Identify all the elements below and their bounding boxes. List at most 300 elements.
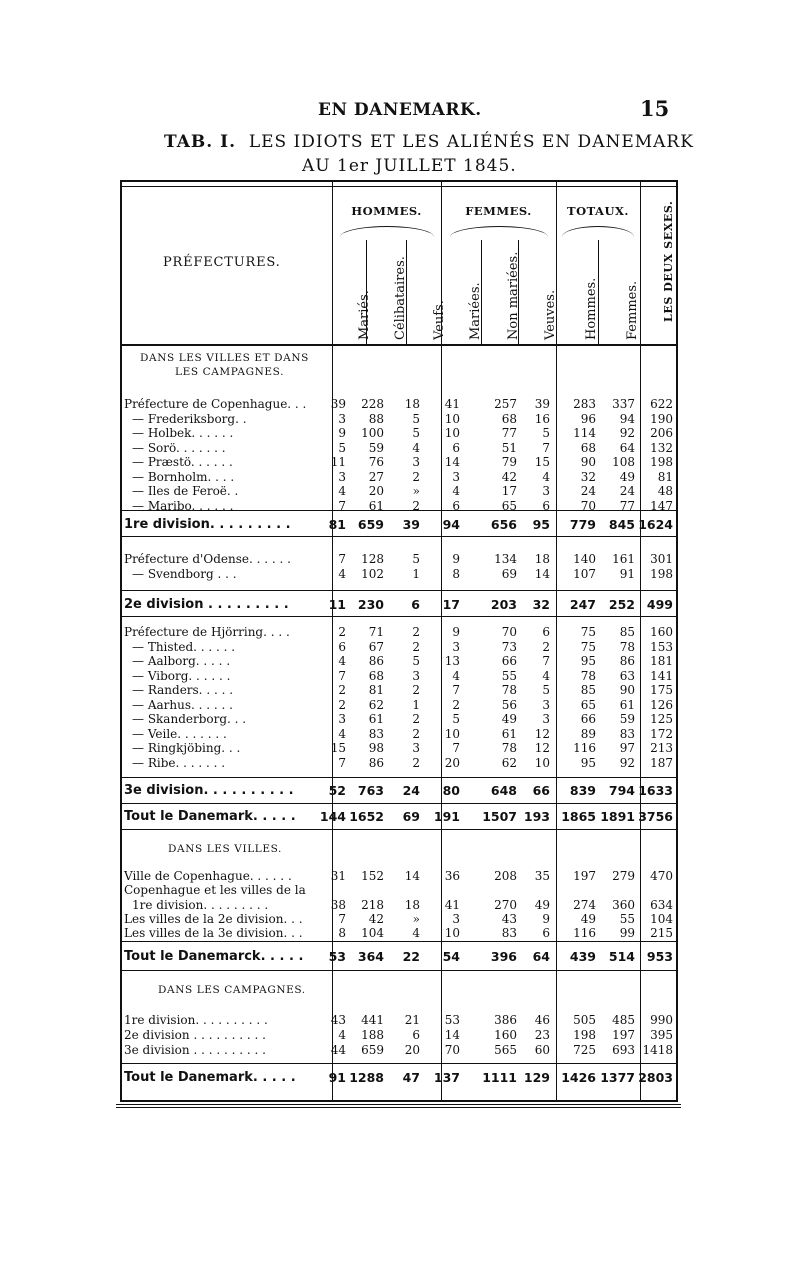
cell: 126 [650, 697, 673, 712]
cell: 107 [573, 566, 596, 581]
cell: 2 [412, 498, 420, 513]
cell: 14 [444, 455, 460, 469]
cell: 64 [619, 440, 635, 455]
cell: 1418 [642, 1043, 673, 1057]
cell: 3 [412, 455, 420, 469]
col-header-hommes: Hommes. [584, 277, 599, 340]
cell: 439 [569, 949, 596, 964]
row-label: — Skanderborg. . . [132, 712, 247, 726]
cell: 6 [412, 1028, 420, 1042]
total-rule [120, 970, 678, 971]
cell: 41 [444, 898, 460, 912]
cell: 5 [412, 426, 420, 440]
col-header-mariees: Mariées. [468, 282, 483, 340]
row-label: — Ribe. . . . . . . [132, 755, 226, 770]
cell: 505 [573, 1013, 596, 1027]
cell: 3 [412, 668, 420, 683]
cell: 725 [573, 1043, 596, 1057]
cell: 7 [452, 741, 460, 755]
cell: 6 [452, 440, 460, 455]
cell: 2 [412, 639, 420, 654]
cell: 132 [650, 440, 673, 455]
cell: 12 [534, 741, 550, 755]
cell: 2 [412, 712, 420, 726]
total-row [120, 1071, 678, 1085]
row-label: Copenhague et les villes de la [124, 883, 306, 897]
cell: 100 [361, 426, 384, 440]
cell: 1624 [638, 517, 673, 532]
cell: 1426 [561, 1070, 596, 1085]
cell: 197 [573, 869, 596, 883]
cell: 61 [368, 712, 384, 726]
col-header-deux-sexes: LES DEUX SEXES. [662, 200, 675, 322]
table-row [120, 640, 678, 654]
cell: 21 [404, 1013, 420, 1027]
row-label: 2e division . . . . . . . . . [124, 597, 289, 612]
cell: 68 [368, 668, 384, 683]
cell: 55 [501, 668, 517, 683]
cell: 92 [619, 426, 635, 440]
cell: 49 [580, 912, 596, 926]
cell: 134 [494, 552, 517, 566]
table-row [120, 426, 678, 440]
cell: 78 [580, 668, 596, 683]
cell: 2 [338, 697, 346, 712]
cell: 61 [368, 498, 384, 513]
cell: 4 [542, 668, 550, 683]
cell: 66 [501, 654, 517, 668]
cell: 4 [412, 440, 420, 455]
total-rule [120, 777, 678, 778]
cell: 95 [580, 755, 596, 770]
cell: 43 [330, 1013, 346, 1027]
cell: 470 [650, 869, 673, 883]
cell: 108 [612, 455, 635, 469]
table-row [120, 698, 678, 712]
col-header-non-mariees: Non mariées. [506, 251, 521, 340]
cell: 90 [580, 455, 596, 469]
cell: 763 [357, 783, 384, 798]
cell: 252 [608, 597, 635, 612]
cell: 10 [444, 411, 460, 426]
cell: 39 [534, 397, 550, 411]
cell: 779 [569, 517, 596, 532]
cell: 193 [523, 809, 550, 824]
group-header-totaux: TOTAUX. [567, 204, 629, 218]
row-label: 1re division. . . . . . . . . [124, 517, 291, 532]
table-row [120, 756, 678, 770]
cell: 213 [650, 741, 673, 755]
row-label: — Bornholm. . . . [132, 469, 235, 484]
cell: 39 [330, 397, 346, 411]
cell: 20 [368, 484, 384, 498]
cell: 6 [411, 597, 420, 612]
cell: 104 [361, 926, 384, 940]
row-label: Ville de Copenhague. . . . . . [124, 869, 292, 883]
table-row [120, 552, 678, 566]
col-header-maries: Mariés. [357, 290, 372, 340]
cell: 54 [442, 949, 460, 964]
cell: 49 [534, 898, 550, 912]
cell: 90 [619, 683, 635, 697]
cell: 4 [452, 668, 460, 683]
cell: 7 [338, 498, 346, 513]
cell: 65 [501, 498, 517, 513]
cell: 2 [412, 683, 420, 697]
cell: 153 [650, 639, 673, 654]
cell: 65 [580, 697, 596, 712]
cell: 91 [619, 566, 635, 581]
cell: 44 [330, 1043, 346, 1057]
section-title: LES CAMPAGNES. [175, 366, 285, 378]
row-label: Préfecture de Hjörring. . . . [124, 625, 290, 639]
cell: 5 [542, 683, 550, 697]
cell: 98 [368, 741, 384, 755]
row-label: — Iles de Feroë. . [132, 484, 239, 498]
cell: 56 [501, 697, 517, 712]
cell: 116 [573, 741, 596, 755]
cell: 188 [361, 1028, 384, 1042]
cell: 16 [534, 411, 550, 426]
cell: 81 [328, 517, 346, 532]
cell: 7 [338, 912, 346, 926]
cell: 99 [619, 926, 635, 940]
cell: 14 [534, 566, 550, 581]
cell: 13 [444, 654, 460, 668]
cell: 6 [542, 926, 550, 940]
cell: 386 [494, 1013, 517, 1027]
cell: 35 [534, 869, 550, 883]
section-title: DANS LES CAMPAGNES. [158, 984, 306, 996]
cell: 12 [534, 726, 550, 741]
cell: 97 [619, 741, 635, 755]
cell: 206 [650, 426, 673, 440]
cell: 7 [542, 654, 550, 668]
cell: 24 [580, 484, 596, 498]
table-row [120, 669, 678, 683]
cell: 191 [433, 809, 460, 824]
cell: 92 [619, 755, 635, 770]
cell: 215 [650, 926, 673, 940]
total-rule [120, 803, 678, 804]
cell: 2 [412, 625, 420, 639]
cell: 83 [619, 726, 635, 741]
cell: 71 [368, 625, 384, 639]
cell: 11 [330, 455, 346, 469]
cell: 36 [444, 869, 460, 883]
cell: 4 [338, 726, 346, 741]
cell: 41 [444, 397, 460, 411]
table-row [120, 898, 678, 912]
cell: 63 [619, 668, 635, 683]
table-row [120, 441, 678, 455]
cell: 659 [357, 517, 384, 532]
cell: 104 [650, 912, 673, 926]
total-row [120, 950, 678, 964]
cell: 78 [501, 683, 517, 697]
cell: 160 [494, 1028, 517, 1042]
cell: 49 [619, 469, 635, 484]
cell: 47 [402, 1070, 420, 1085]
cell: 60 [534, 1043, 550, 1057]
cell: 656 [490, 517, 517, 532]
cell: 46 [534, 1013, 550, 1027]
cell: 160 [650, 625, 673, 639]
table-title-line2: AU 1er JUILLET 1845. [302, 156, 517, 176]
cell: 794 [608, 783, 635, 798]
cell: 3 [542, 697, 550, 712]
cell: 4 [542, 469, 550, 484]
total-row [120, 810, 678, 824]
row-label: Préfecture d'Odense. . . . . . [124, 552, 291, 566]
cell: 51 [501, 440, 517, 455]
cell: 9 [452, 552, 460, 566]
cell: 10 [444, 426, 460, 440]
cell: 396 [490, 949, 517, 964]
table-row [120, 625, 678, 639]
cell: 197 [612, 1028, 635, 1042]
cell: 152 [361, 869, 384, 883]
cell: 634 [650, 898, 673, 912]
page-number: 15 [640, 96, 670, 121]
row-label: — Ringkjöbing. . . [132, 741, 241, 755]
cell: 140 [573, 552, 596, 566]
cell: 22 [402, 949, 420, 964]
row-label: — Aalborg. . . . . [132, 654, 231, 668]
cell: 32 [580, 469, 596, 484]
cell: 89 [580, 726, 596, 741]
cell: 6 [338, 639, 346, 654]
cell: 125 [650, 712, 673, 726]
row-label: Les villes de la 2e division. . . [124, 912, 303, 926]
cell: 6 [542, 498, 550, 513]
cell: 83 [501, 926, 517, 940]
cell: 990 [650, 1013, 673, 1027]
row-label: — Veile. . . . . . . [132, 726, 227, 741]
cell: 68 [580, 440, 596, 455]
cell: 49 [501, 712, 517, 726]
cell: 129 [523, 1070, 550, 1085]
cell: 75 [580, 639, 596, 654]
cell: 144 [319, 809, 346, 824]
cell: 441 [361, 1013, 384, 1027]
cell: 70 [501, 625, 517, 639]
cell: 5 [542, 426, 550, 440]
cell: 116 [573, 926, 596, 940]
running-title: EN DANEMARK. [318, 100, 482, 120]
cell: 10 [444, 926, 460, 940]
cell: 172 [650, 726, 673, 741]
table-row [120, 470, 678, 484]
row-label: 1re division. . . . . . . . . [132, 898, 269, 912]
cell: 24 [402, 783, 420, 798]
row-label: — Frederiksborg. . [132, 411, 247, 426]
cell: 17 [501, 484, 517, 498]
cell: 86 [368, 755, 384, 770]
cell: 128 [361, 552, 384, 566]
cell: 7 [452, 683, 460, 697]
cell: 38 [330, 898, 346, 912]
cell: 77 [619, 498, 635, 513]
total-rule [120, 1063, 678, 1064]
total-rule [120, 941, 678, 942]
table-row [120, 869, 678, 883]
cell: 9 [338, 426, 346, 440]
table-row [120, 455, 678, 469]
cell: 301 [650, 552, 673, 566]
cell: 10 [534, 755, 550, 770]
cell: 11 [328, 597, 346, 612]
cell: 17 [442, 597, 460, 612]
cell: 175 [650, 683, 673, 697]
cell: 66 [580, 712, 596, 726]
cell: 9 [542, 912, 550, 926]
cell: 1652 [349, 809, 384, 824]
cell: 1865 [561, 809, 596, 824]
cell: 70 [580, 498, 596, 513]
cell: 270 [494, 898, 517, 912]
table-title: LES IDIOTS ET LES ALIÉNÉS EN DANEMARK [248, 132, 694, 152]
cell: 190 [650, 411, 673, 426]
cell: 7 [338, 668, 346, 683]
cell: 85 [619, 625, 635, 639]
cell: 4 [338, 654, 346, 668]
cell: 95 [580, 654, 596, 668]
cell: 10 [444, 726, 460, 741]
table-row [120, 683, 678, 697]
cell: 15 [534, 455, 550, 469]
table-row [120, 912, 678, 926]
cell: 218 [361, 898, 384, 912]
cell: 4 [338, 1028, 346, 1042]
cell: 14 [404, 869, 420, 883]
cell: » [412, 912, 420, 926]
row-label: Préfecture de Copenhague. . . [124, 397, 307, 411]
row-label: — Svendborg . . . [132, 566, 237, 581]
row-label: — Maribo. . . . . . [132, 498, 234, 513]
table-row [120, 484, 678, 498]
cell: 73 [501, 639, 517, 654]
cell: 203 [490, 597, 517, 612]
cell: 66 [532, 783, 550, 798]
table-row [120, 883, 678, 897]
table-row [120, 567, 678, 581]
cell: 27 [368, 469, 384, 484]
cell: 114 [573, 426, 596, 440]
table-bottom-rule [116, 1104, 681, 1108]
cell: 32 [532, 597, 550, 612]
cell: 18 [534, 552, 550, 566]
cell: 68 [501, 411, 517, 426]
cell: 283 [573, 397, 596, 411]
cell: 43 [501, 912, 517, 926]
table-row [120, 712, 678, 726]
row-label: — Præstö. . . . . . [132, 455, 233, 469]
cell: 39 [402, 517, 420, 532]
cell: 839 [569, 783, 596, 798]
cell: 395 [650, 1028, 673, 1042]
cell: 67 [368, 639, 384, 654]
cell: 8 [452, 566, 460, 581]
cell: 147 [650, 498, 673, 513]
cell: 1111 [482, 1070, 517, 1085]
cell: 3 [338, 411, 346, 426]
row-label: Tout le Danemark. . . . . [124, 809, 296, 824]
table-number: TAB. I. [164, 132, 236, 152]
cell: 20 [444, 755, 460, 770]
row-label: — Sorö. . . . . . . [132, 440, 226, 455]
cell: 565 [494, 1043, 517, 1057]
cell: 86 [368, 654, 384, 668]
cell: 845 [608, 517, 635, 532]
cell: 1507 [482, 809, 517, 824]
table-row [120, 1028, 678, 1042]
cell: 5 [412, 552, 420, 566]
total-row [120, 518, 678, 532]
cell: 15 [330, 741, 346, 755]
cell: 360 [612, 898, 635, 912]
cell: 198 [650, 455, 673, 469]
cell: 364 [357, 949, 384, 964]
cell: 42 [501, 469, 517, 484]
cell: 80 [442, 783, 460, 798]
cell: 86 [619, 654, 635, 668]
cell: 2803 [638, 1070, 673, 1085]
cell: 2 [338, 683, 346, 697]
cell: 59 [619, 712, 635, 726]
total-row [120, 598, 678, 612]
cell: 2 [338, 625, 346, 639]
cell: 181 [650, 654, 673, 668]
table-row [120, 397, 678, 411]
cell: 4 [338, 566, 346, 581]
cell: 648 [490, 783, 517, 798]
cell: 3 [452, 469, 460, 484]
table-row [120, 1043, 678, 1057]
cell: 78 [501, 741, 517, 755]
table-row [120, 1013, 678, 1027]
cell: 3 [338, 712, 346, 726]
cell: 337 [612, 397, 635, 411]
cell: 4 [412, 926, 420, 940]
cell: 622 [650, 397, 673, 411]
cell: 76 [368, 455, 384, 469]
cell: 230 [357, 597, 384, 612]
cell: 3756 [638, 809, 673, 824]
table-row [120, 412, 678, 426]
cell: 70 [444, 1043, 460, 1057]
total-rule [120, 590, 678, 591]
cell: 7 [338, 552, 346, 566]
row-label: 2e division . . . . . . . . . . [124, 1028, 266, 1042]
cell: 94 [442, 517, 460, 532]
row-label: — Holbek. . . . . . [132, 426, 234, 440]
col-header-veuves: Veuves. [543, 289, 558, 340]
total-row [120, 784, 678, 798]
table-row [120, 741, 678, 755]
cell: 42 [368, 912, 384, 926]
row-label: Tout le Danemark. . . . . [124, 1070, 296, 1085]
cell: 53 [444, 1013, 460, 1027]
top-inner-rule [120, 186, 678, 187]
cell: 3 [412, 741, 420, 755]
cell: 208 [494, 869, 517, 883]
cell: 2 [412, 755, 420, 770]
cell: 24 [619, 484, 635, 498]
cell: 88 [368, 411, 384, 426]
cell: 61 [501, 726, 517, 741]
cell: 62 [501, 755, 517, 770]
